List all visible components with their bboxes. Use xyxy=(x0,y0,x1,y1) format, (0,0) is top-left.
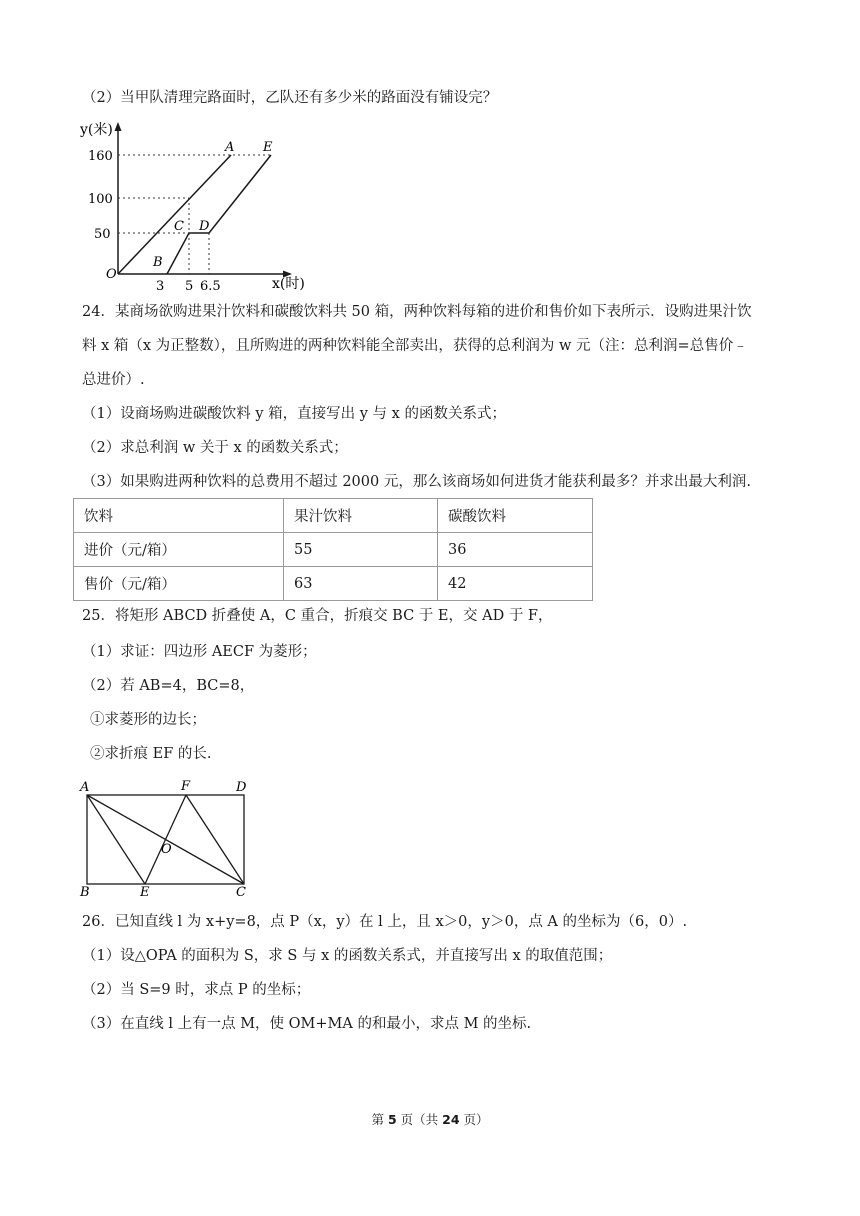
vertex-label-d: D xyxy=(236,780,247,795)
table-row xyxy=(74,533,593,567)
footer-prefix: 第 xyxy=(371,1112,388,1127)
vertex-label-b: B xyxy=(80,885,90,898)
x-tick-5: 5 xyxy=(185,279,194,293)
vertex-label-a: A xyxy=(80,780,90,795)
q26-part2: （2）当 S=9 时，求点 P 的坐标； xyxy=(82,982,311,998)
vertex-label-f: F xyxy=(181,779,191,794)
point-label-a: A xyxy=(225,140,235,155)
price-table xyxy=(73,498,593,601)
table-cell: 36 xyxy=(438,533,593,567)
x-axis-label: x(时) xyxy=(272,276,305,292)
q25-diagram xyxy=(76,776,256,898)
origin-label: O xyxy=(106,267,117,282)
q25-sub2: ②求折痕 EF 的长. xyxy=(90,746,212,762)
q26-line1: 26．已知直线 l 为 x+y=8，点 P（x，y）在 l 上，且 x＞0，y＞0，点 A 的坐标为（6，0）. xyxy=(82,914,688,930)
q25-part2: （2）若 AB=4，BC=8， xyxy=(82,678,255,694)
table-cell: 饮料 xyxy=(74,499,284,533)
table-cell: 售价（元/箱） xyxy=(74,567,284,601)
vertex-label-e: E xyxy=(140,885,150,898)
table-header-row xyxy=(74,499,593,533)
y-tick-160: 160 xyxy=(88,149,113,164)
q25-line1: 25．将矩形 ABCD 折叠使 A，C 重合，折痕交 BC 于 E，交 AD 于 F， xyxy=(82,608,553,624)
footer-page-number: 5 xyxy=(387,1112,397,1127)
q24-line1: 24．某商场欲购进果汁饮料和碳酸饮料共 50 箱，两种饮料每箱的进价和售价如下表所示．设购进果汁饮 xyxy=(82,304,752,320)
y-axis-label: y(米) xyxy=(80,122,113,138)
q26-part3: （3）在直线 l 上有一点 M，使 OM+MA 的和最小，求点 M 的坐标. xyxy=(82,1016,532,1032)
vertex-label-o: O xyxy=(161,842,172,857)
q26-part1: （1）设△OPA 的面积为 S，求 S 与 x 的函数关系式，并直接写出 x 的取值范围； xyxy=(82,948,613,964)
footer-middle: 页（共 xyxy=(396,1112,443,1127)
table-cell: 63 xyxy=(284,567,438,601)
x-tick-6-5: 6.5 xyxy=(200,279,221,293)
point-label-c: C xyxy=(174,219,184,234)
table-row xyxy=(74,567,593,601)
point-label-d: D xyxy=(199,219,210,234)
x-tick-3: 3 xyxy=(156,279,165,293)
q25-part1: （1）求证：四边形 AECF 为菱形； xyxy=(82,644,317,660)
table-cell: 碳酸饮料 xyxy=(438,499,593,533)
y-tick-50: 50 xyxy=(94,227,111,242)
footer-total-pages: 24 xyxy=(442,1112,460,1127)
q23-graph xyxy=(78,118,318,293)
table-cell: 果汁饮料 xyxy=(284,499,438,533)
page-footer xyxy=(0,1110,860,1128)
point-label-b: B xyxy=(153,255,163,270)
q24-line2: 料 x 箱（x 为正整数），且所购进的两种饮料能全部卖出，获得的总利润为 w 元（注：总利润=总售价﹣ xyxy=(82,338,748,354)
q25-sub1: ①求菱形的边长； xyxy=(90,712,206,728)
table-cell: 进价（元/箱） xyxy=(74,533,284,567)
point-label-e: E xyxy=(263,140,273,155)
q24-part1: （1）设商场购进碳酸饮料 y 箱，直接写出 y 与 x 的函数关系式； xyxy=(82,406,506,422)
table-cell: 55 xyxy=(284,533,438,567)
q24-part2: （2）求总利润 w 关于 x 的函数关系式； xyxy=(82,440,348,456)
q24-part3: （3）如果购进两种饮料的总费用不超过 2000 元，那么该商场如何进货才能获利最多？并求出最大利润. xyxy=(82,474,751,490)
vertex-label-c: C xyxy=(236,885,246,898)
q24-line3: 总进价）. xyxy=(82,372,145,388)
table-cell: 42 xyxy=(438,567,593,601)
y-tick-100: 100 xyxy=(88,192,113,207)
footer-suffix: 页） xyxy=(459,1112,489,1127)
q23-part2: （2）当甲队清理完路面时，乙队还有多少米的路面没有铺设完？ xyxy=(82,90,498,106)
